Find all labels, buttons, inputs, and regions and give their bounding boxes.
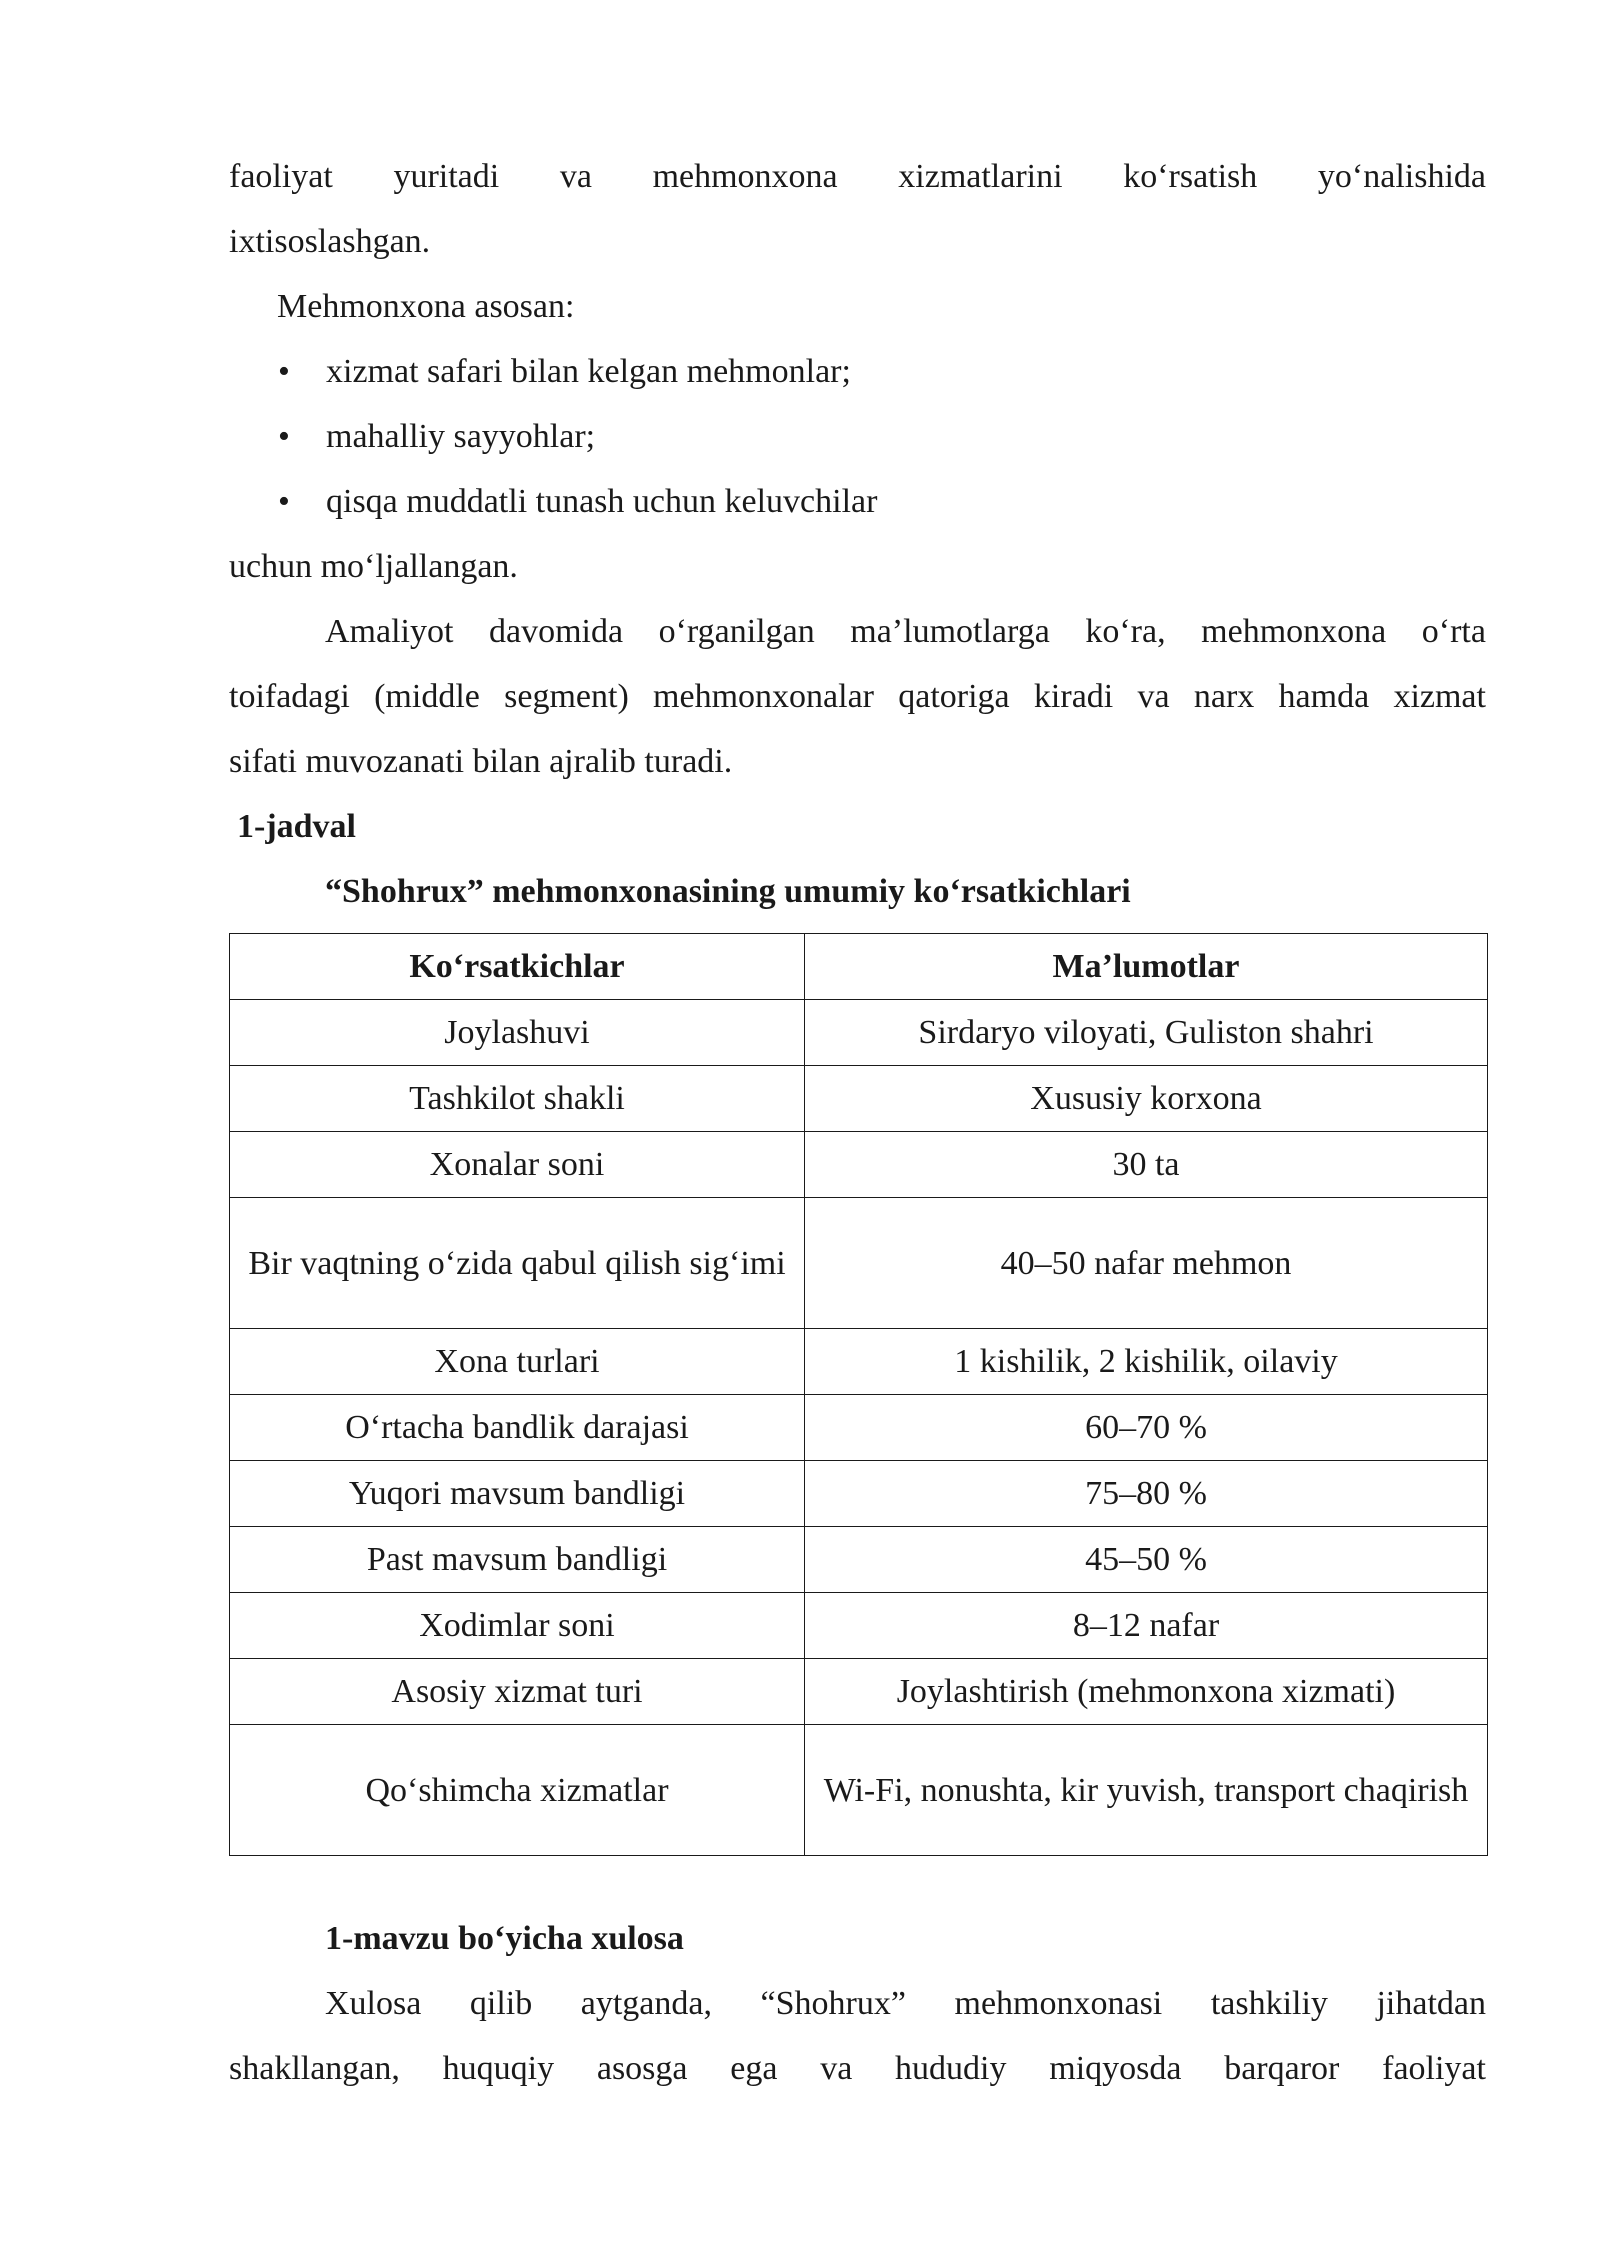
value-cell: 45–50 % bbox=[805, 1527, 1488, 1593]
conclusion-heading: 1-mavzu bo‘yicha xulosa bbox=[325, 1920, 684, 1957]
value-cell: 40–50 nafar mehmon bbox=[805, 1198, 1488, 1329]
word: mehmonxonalar bbox=[653, 678, 874, 715]
word: miqyosda bbox=[1049, 2050, 1182, 2087]
indicator-cell: Qo‘shimcha xizmatlar bbox=[230, 1725, 805, 1856]
value-cell: 1 kishilik, 2 kishilik, oilaviy bbox=[805, 1329, 1488, 1395]
indicator-cell: Past mavsum bandligi bbox=[230, 1527, 805, 1593]
indicator-cell: Xona turlari bbox=[230, 1329, 805, 1395]
value-cell: Xususiy korxona bbox=[805, 1066, 1488, 1132]
indicators-table bbox=[229, 933, 1488, 1856]
word: Xulosa bbox=[325, 1985, 422, 2022]
word: (middle bbox=[374, 678, 480, 715]
table-header-cell: Ko‘rsatkichlar bbox=[230, 934, 805, 1000]
word: hamda bbox=[1278, 678, 1370, 715]
value-cell: 60–70 % bbox=[805, 1395, 1488, 1461]
word: faoliyat bbox=[229, 158, 333, 195]
word: yuritadi bbox=[393, 158, 500, 195]
word: xizmat bbox=[1393, 678, 1486, 715]
word: va bbox=[1137, 678, 1170, 715]
table-title: “Shohrux” mehmonxonasining umumiy ko‘rsatkichlari bbox=[325, 873, 1131, 910]
word: kiradi bbox=[1033, 678, 1114, 715]
paragraph2-line-2 bbox=[229, 664, 1486, 729]
word: “Shohrux” bbox=[760, 1985, 906, 2022]
word: mehmonxonasi bbox=[954, 1985, 1163, 2022]
value-cell: Wi-Fi, nonushta, kir yuvish, transport chaqirish bbox=[805, 1725, 1488, 1856]
table-row bbox=[230, 1132, 1488, 1198]
indicator-cell: Bir vaqtning o‘zida qabul qilish sig‘imi bbox=[230, 1198, 805, 1329]
table-row bbox=[230, 1659, 1488, 1725]
word: jihatdan bbox=[1376, 1985, 1486, 2022]
bullet-item bbox=[278, 469, 1278, 534]
word: segment) bbox=[504, 678, 629, 715]
word: mehmonxona bbox=[652, 158, 838, 195]
word: tashkiliy bbox=[1210, 1985, 1328, 2022]
bullet-item bbox=[278, 404, 1278, 469]
table-row bbox=[230, 1198, 1488, 1329]
bullet-icon: • bbox=[278, 483, 290, 520]
paragraph2-line-3: sifati muvozanati bilan ajralib turadi. bbox=[229, 743, 733, 780]
word: Amaliyot bbox=[325, 613, 454, 650]
value-cell: 30 ta bbox=[805, 1132, 1488, 1198]
bullet-item bbox=[278, 339, 1278, 404]
indicator-cell: Xodimlar soni bbox=[230, 1593, 805, 1659]
word: o‘rganilgan bbox=[658, 613, 815, 650]
bullet-icon: • bbox=[278, 353, 290, 390]
word: barqaror bbox=[1224, 2050, 1340, 2087]
word: davomida bbox=[488, 613, 624, 650]
indicator-cell: Tashkilot shakli bbox=[230, 1066, 805, 1132]
word: hududiy bbox=[895, 2050, 1007, 2087]
table-row bbox=[230, 1395, 1488, 1461]
after-bullets-text: uchun mo‘ljallangan. bbox=[229, 548, 518, 585]
word: xizmatlarini bbox=[898, 158, 1063, 195]
table-row bbox=[230, 1329, 1488, 1395]
word: faoliyat bbox=[1382, 2050, 1486, 2087]
word: ma’lumotlarga bbox=[850, 613, 1050, 650]
word: huquqiy bbox=[442, 2050, 555, 2087]
word: o‘rta bbox=[1421, 613, 1486, 650]
value-cell: Joylashtirish (mehmonxona xizmati) bbox=[805, 1659, 1488, 1725]
word: ega bbox=[730, 2050, 778, 2087]
value-cell: Sirdaryo viloyati, Guliston shahri bbox=[805, 1000, 1488, 1066]
word: mehmonxona bbox=[1201, 613, 1387, 650]
conclusion-line-2 bbox=[229, 2036, 1486, 2101]
intro-lead: Mehmonxona asosan: bbox=[277, 288, 575, 325]
table-header-row bbox=[230, 934, 1488, 1000]
table-row bbox=[230, 1461, 1488, 1527]
bullet-icon: • bbox=[278, 418, 290, 455]
indicator-cell: O‘rtacha bandlik darajasi bbox=[230, 1395, 805, 1461]
intro-line-1 bbox=[229, 144, 1486, 209]
word: toifadagi bbox=[229, 678, 350, 715]
value-cell: 8–12 nafar bbox=[805, 1593, 1488, 1659]
word: narx bbox=[1193, 678, 1255, 715]
indicator-cell: Joylashuvi bbox=[230, 1000, 805, 1066]
paragraph2-line-1 bbox=[325, 599, 1486, 664]
conclusion-line-1 bbox=[325, 1971, 1486, 2036]
table-label: 1-jadval bbox=[237, 808, 356, 845]
value-cell: 75–80 % bbox=[805, 1461, 1488, 1527]
table-row bbox=[230, 1593, 1488, 1659]
bullet-text: mahalliy sayyohlar; bbox=[326, 418, 596, 455]
indicator-cell: Xonalar soni bbox=[230, 1132, 805, 1198]
word: yo‘nalishida bbox=[1317, 158, 1486, 195]
table-row bbox=[230, 1066, 1488, 1132]
word: ko‘rsatish bbox=[1123, 158, 1258, 195]
table-row bbox=[230, 1000, 1488, 1066]
word: qilib bbox=[469, 1985, 533, 2022]
word: ko‘ra, bbox=[1085, 613, 1166, 650]
indicator-cell: Yuqori mavsum bandligi bbox=[230, 1461, 805, 1527]
word: va bbox=[559, 158, 592, 195]
word: asosga bbox=[596, 2050, 688, 2087]
table-row bbox=[230, 1527, 1488, 1593]
word: aytganda, bbox=[580, 1985, 712, 2022]
word: shakllangan, bbox=[229, 2050, 400, 2087]
bullet-text: qisqa muddatli tunash uchun keluvchilar bbox=[326, 483, 878, 520]
indicator-cell: Asosiy xizmat turi bbox=[230, 1659, 805, 1725]
word: va bbox=[820, 2050, 853, 2087]
word: qatoriga bbox=[898, 678, 1010, 715]
bullet-text: xizmat safari bilan kelgan mehmonlar; bbox=[326, 353, 851, 390]
intro-line-2: ixtisoslashgan. bbox=[229, 223, 431, 260]
table-row bbox=[230, 1725, 1488, 1856]
table-header-cell: Ma’lumotlar bbox=[805, 934, 1488, 1000]
